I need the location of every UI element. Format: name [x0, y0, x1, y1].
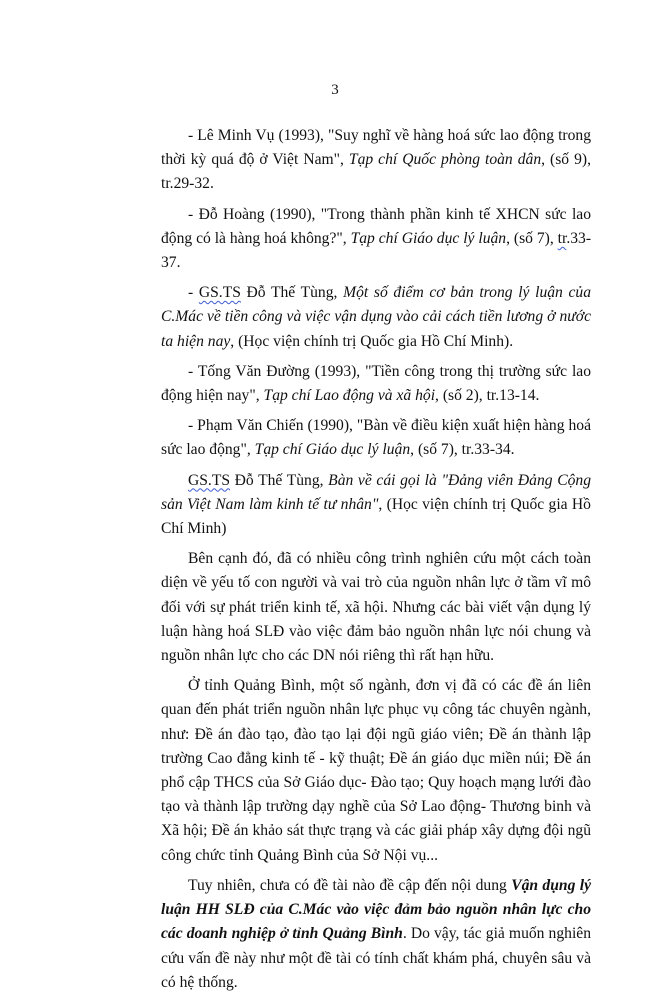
- reference-text: - Đỗ Hoàng (1990), "Trong thành phần kinh tế XHCN sức lao động có là hàng hoá không?",: [161, 205, 591, 247]
- reference-journal: Tạp chí Giáo dục lý luận: [254, 441, 411, 459]
- reference-text: , (số 7), tr.33-34.: [410, 441, 515, 459]
- reference-1: [161, 124, 591, 197]
- reference-journal: Tạp chí Quốc phòng toàn dân: [348, 151, 542, 169]
- reference-text: , (Học viện chính trị Quốc gia Hồ Chí Minh).: [230, 332, 514, 350]
- paragraph-1: Bên cạnh đó, đã có nhiều công trình nghiên cứu một cách toàn diện về yếu tố con người và vai trò của nguồn nhân lực ở tầm vĩ mô đối với sự phát triển kinh tế, xã hội. Nhưng các bài viết vận dụng lý luận hàng hoá SLĐ vào việc đảm bảo nguồn nhân lực nói chung và nguồn nhân lực cho các DN nói riêng thì rất hạn hữu.: [161, 550, 591, 665]
- reference-3: [161, 281, 591, 354]
- reference-text: , (số 9), tr.29-32.: [161, 151, 591, 193]
- reference-journal: Tạp chí Giáo dục lý luận: [350, 229, 507, 247]
- reference-text: - Phạm Văn Chiến (1990), "Bàn về điều kiện xuất hiện hàng hoá sức lao động",: [161, 417, 591, 459]
- paragraph-2: Ở tỉnh Quảng Bình, một số ngành, đơn vị đã có các đề án liên quan đến phát triển nguồn nhân lực phục vụ công tác chuyên ngành, như: Đề án đào tạo, đào tạo lại đội ngũ giáo viên; Đề án thành lập trường Cao đẳng kinh tế - kỹ thuật; Đề án giáo dục miền núi; Đề án phổ cập THCS của Sở Giáo dục- Đào tạo; Quy hoạch mạng lưới đào tạo và thành lập trường dạy nghề của Sở Lao động- Thương binh và Xã hội; Đề án khảo sát thực trạng và các giải pháp xây dựng đội ngũ công chức tỉnh Quảng Bình của Sở Nội vụ...: [161, 677, 591, 864]
- reference-text: - Tống Văn Đường (1993), "Tiền công trong thị trường sức lao động hiện nay",: [161, 362, 591, 405]
- reference-2: [161, 203, 591, 276]
- spellcheck-word: tr: [557, 229, 567, 247]
- reference-text: , (số 7),: [506, 229, 558, 247]
- reference-text: , (số 2), tr.13-14.: [435, 387, 540, 405]
- reference-text: , (Học viện chính trị Quốc gia Hồ Chí Minh): [161, 495, 591, 538]
- reference-text: Đỗ Thế Tùng,: [230, 471, 329, 489]
- reference-6: [161, 469, 591, 542]
- paragraph-3: [161, 874, 591, 995]
- reference-text: .33-37.: [161, 229, 592, 272]
- paragraph-emphasis: Vận dụng lý luận HH SLĐ của C.Mác vào việc đảm bảo nguồn nhân lực cho các doanh nghiệp ở tỉnh Quảng Bình: [161, 876, 591, 943]
- reference-text: - Lê Minh Vụ (1993), "Suy nghĩ về hàng hoá sức lao động trong thời kỳ quá độ ở Việt Nam",: [161, 127, 591, 169]
- reference-title: Một số điểm cơ bản trong lý luận của C.Mác về tiền công và việc vận dụng vào cải cách tiền lương ở nước ta hiện nay: [161, 284, 592, 350]
- reference-title: Bàn về cái gọi là "Đảng viên Đảng Cộng sản Việt Nam làm kinh tế tư nhân": [161, 471, 592, 513]
- spellcheck-word: GS.TS: [198, 284, 241, 302]
- page-number: 3: [331, 82, 339, 98]
- reference-text: Đỗ Thế Tùng,: [240, 284, 344, 302]
- body-text: [161, 124, 591, 1001]
- spellcheck-word: GS.TS: [188, 471, 231, 489]
- reference-4: [161, 360, 591, 408]
- paragraph-text: . Do vậy, tác giả muốn nghiên cứu vấn đề này như một đề tài có tính chất khám phá, chuyên sâu và có hệ thống.: [161, 925, 591, 991]
- paragraph-text: Tuy nhiên, chưa có đề tài nào đề cập đến nội dung: [188, 876, 512, 894]
- reference-text: -: [188, 284, 199, 302]
- reference-5: [161, 414, 591, 462]
- reference-journal: Tạp chí Lao động và xã hội: [263, 387, 436, 405]
